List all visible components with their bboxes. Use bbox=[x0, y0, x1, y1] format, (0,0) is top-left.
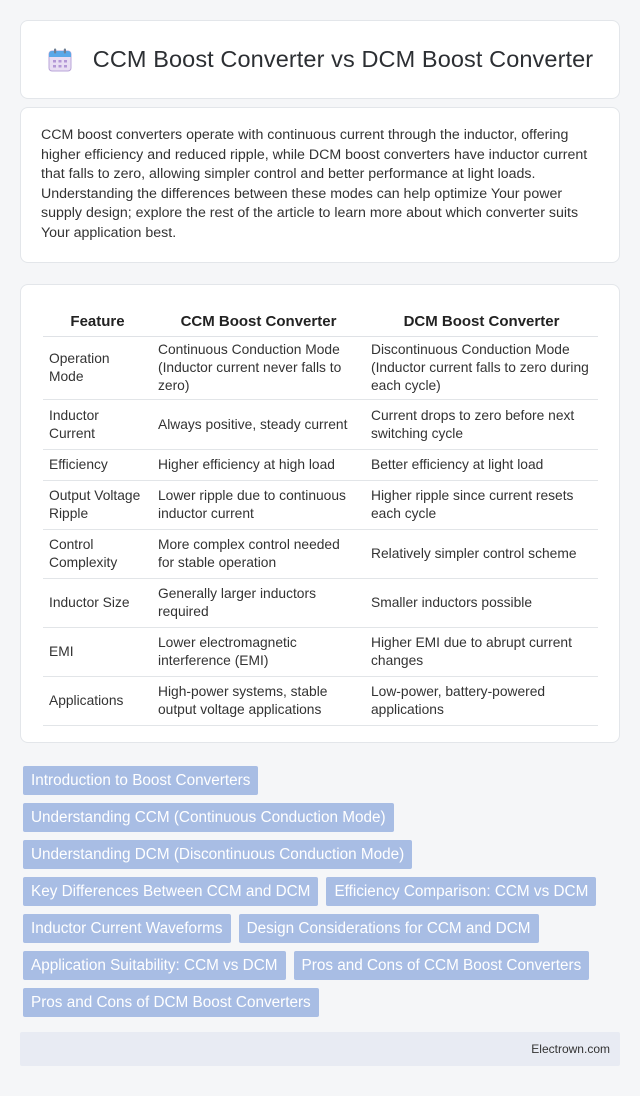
topic-tags bbox=[23, 766, 623, 1025]
tag-row bbox=[23, 914, 623, 943]
table-cell: Efficiency bbox=[43, 450, 152, 481]
tag-row bbox=[23, 840, 623, 869]
tag-row bbox=[23, 877, 623, 906]
tag-inductor-waveforms[interactable]: Inductor Current Waveforms bbox=[23, 914, 231, 943]
table-cell: EMI bbox=[43, 628, 152, 677]
table-row bbox=[43, 450, 598, 481]
table-cell: Low-power, battery-powered applications bbox=[365, 677, 598, 726]
table-row bbox=[43, 628, 598, 677]
tag-understanding-dcm[interactable]: Understanding DCM (Discontinuous Conduction Mode) bbox=[23, 840, 412, 869]
table-cell: Discontinuous Conduction Mode (Inductor current falls to zero during each cycle) bbox=[365, 337, 598, 400]
header-card bbox=[20, 20, 620, 99]
table-cell: Relatively simpler control scheme bbox=[365, 530, 598, 579]
tag-row bbox=[23, 803, 623, 832]
comparison-table bbox=[43, 305, 598, 726]
table-cell: Smaller inductors possible bbox=[365, 579, 598, 628]
table-row bbox=[43, 677, 598, 726]
table-cell: Generally larger inductors required bbox=[152, 579, 365, 628]
table-row bbox=[43, 579, 598, 628]
footer bbox=[20, 1032, 620, 1066]
tag-row bbox=[23, 766, 623, 795]
table-header-row bbox=[43, 305, 598, 337]
tag-application-suitability[interactable]: Application Suitability: CCM vs DCM bbox=[23, 951, 286, 980]
column-header-dcm: DCM Boost Converter bbox=[365, 305, 598, 337]
column-header-feature: Feature bbox=[43, 305, 152, 337]
intro-paragraph: CCM boost converters operate with continuous current through the inductor, offering higher efficiency and reduced ripple, while DCM boost converters have inductor current that falls to zero, allowing simpler control and better performance at light loads. Understanding the differences between these modes can help optimize Your power supply design; explore the rest of the article to learn more about which converter suits Your application best. bbox=[41, 127, 588, 241]
tag-key-differences[interactable]: Key Differences Between CCM and DCM bbox=[23, 877, 318, 906]
table-cell: Lower ripple due to continuous inductor current bbox=[152, 481, 365, 530]
table-row bbox=[43, 530, 598, 579]
tag-introduction[interactable]: Introduction to Boost Converters bbox=[23, 766, 258, 795]
table-cell: Continuous Conduction Mode (Inductor current never falls to zero) bbox=[152, 337, 365, 400]
table-cell: Inductor Current bbox=[43, 400, 152, 450]
table-cell: High-power systems, stable output voltage applications bbox=[152, 677, 365, 726]
comparison-table-card bbox=[20, 284, 620, 743]
tag-row bbox=[23, 951, 623, 980]
tag-efficiency-comparison[interactable]: Efficiency Comparison: CCM vs DCM bbox=[326, 877, 596, 906]
table-cell: Current drops to zero before next switching cycle bbox=[365, 400, 598, 450]
table-cell: Lower electromagnetic interference (EMI) bbox=[152, 628, 365, 677]
header bbox=[47, 46, 593, 73]
table-cell: Higher efficiency at high load bbox=[152, 450, 365, 481]
table-cell: More complex control needed for stable operation bbox=[152, 530, 365, 579]
table-row bbox=[43, 481, 598, 530]
table-row bbox=[43, 400, 598, 450]
page-title: CCM Boost Converter vs DCM Boost Converter bbox=[92, 46, 594, 72]
tag-design-considerations[interactable]: Design Considerations for CCM and DCM bbox=[239, 914, 539, 943]
calendar-icon bbox=[47, 47, 73, 73]
footer-site-name[interactable]: Electrown.com bbox=[531, 1042, 610, 1056]
intro-card bbox=[20, 107, 620, 263]
table-cell: Applications bbox=[43, 677, 152, 726]
table-cell: Operation Mode bbox=[43, 337, 152, 400]
table-cell: Inductor Size bbox=[43, 579, 152, 628]
tag-row bbox=[23, 988, 623, 1017]
table-cell: Always positive, steady current bbox=[152, 400, 365, 450]
table-cell: Higher ripple since current resets each cycle bbox=[365, 481, 598, 530]
column-header-ccm: CCM Boost Converter bbox=[152, 305, 365, 337]
table-cell: Output Voltage Ripple bbox=[43, 481, 152, 530]
tag-understanding-ccm[interactable]: Understanding CCM (Continuous Conduction Mode) bbox=[23, 803, 394, 832]
table-cell: Control Complexity bbox=[43, 530, 152, 579]
tag-pros-cons-dcm[interactable]: Pros and Cons of DCM Boost Converters bbox=[23, 988, 319, 1017]
table-cell: Higher EMI due to abrupt current changes bbox=[365, 628, 598, 677]
table-cell: Better efficiency at light load bbox=[365, 450, 598, 481]
tag-pros-cons-ccm[interactable]: Pros and Cons of CCM Boost Converters bbox=[294, 951, 590, 980]
table-row bbox=[43, 337, 598, 400]
